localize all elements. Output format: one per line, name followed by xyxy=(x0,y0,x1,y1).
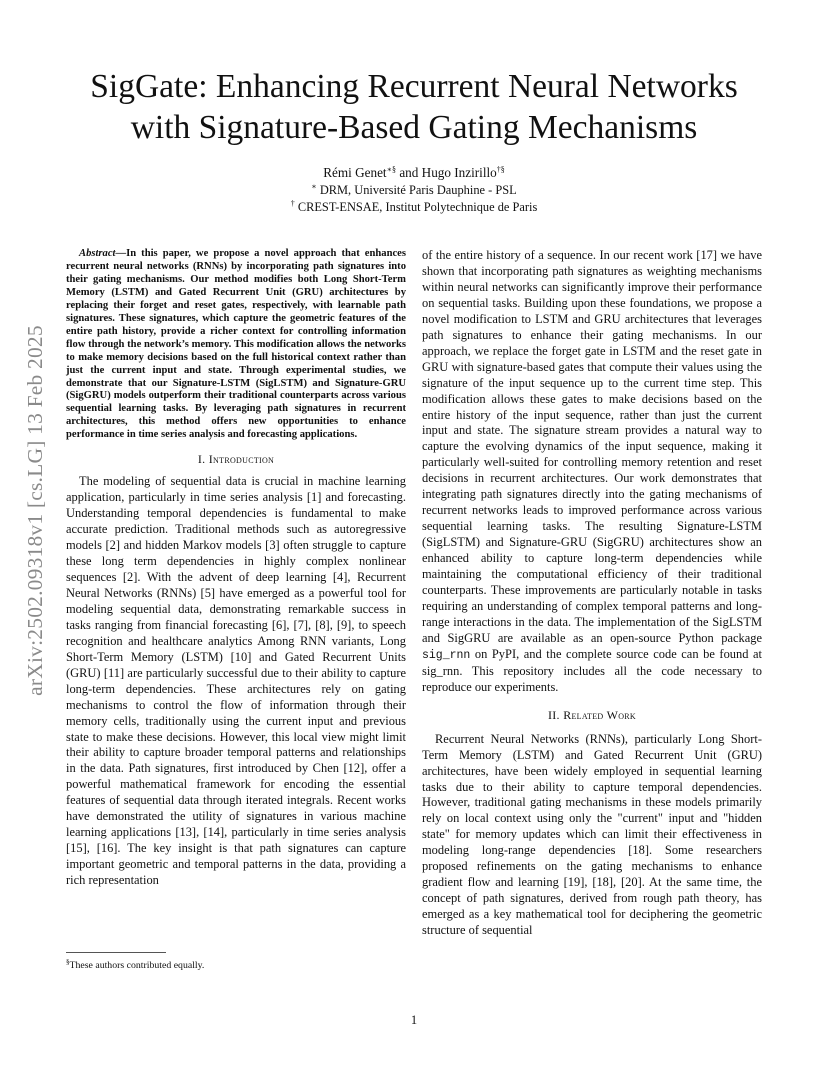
section-heading-related-work xyxy=(422,708,762,724)
arxiv-identifier-text: arXiv:2502.09318v1 [cs.LG] 13 Feb 2025 xyxy=(22,324,47,696)
abstract-label: Abstract xyxy=(79,248,116,259)
section-number: I. xyxy=(197,452,206,467)
affiliation-2-mark: † xyxy=(290,199,295,208)
affiliation-2-text: CREST-ENSAE, Institut Polytechnique de Paris xyxy=(294,200,538,214)
author-conjunction: and xyxy=(396,165,422,180)
abstract-text: —In this paper, we propose a novel approach that enhances recurrent neural networks (RNNs) by incorporating path signatures into their gating mechanisms. Our method modifies both Long Short-Term Memory (LSTM) and Gated Recurrent Unit (GRU) architectures by replacing their forget and reset gates, respectively, with learnable path signatures. These signatures, which capture the geometric features of the entire path history, provide a richer context for controlling information flow through the network’s memory. This modification allows the networks to make memory decisions based on the full historical context rather than just the current input and state. Through experimental studies, we demonstrate that our Signature-LSTM (SigLSTM) and Signature-GRU (SigGRU) models outperform their traditional counterparts across various sequential learning tasks. By leveraging path signatures in recurrent architectures, this method offers new opportunities to enhance performance in time series analysis and forecasting applications. xyxy=(66,248,406,441)
right-column xyxy=(422,248,762,939)
affiliation-1-text: DRM, Université Paris Dauphine - PSL xyxy=(316,183,517,197)
author-1-marks: ∗§ xyxy=(386,165,397,174)
related-work-paragraph: Recurrent Neural Networks (RNNs), particularly Long Short-Term Memory (LSTM) and Gated Recurrent Unit (GRU) architectures, have been widely employed in sequential learning tasks due to their ability to capture temporal dependencies. However, traditional gating mechanisms in these models primarily rely on local context using only the "current" input and "hidden state" for memory updates which can limit their effectiveness in modeling long-range dependencies [18]. Some researchers proposed refinements on the gating mechanisms to enhance gradient flow and learning [19], [18], [20]. At the same time, the concept of path signatures, derived from rough path theory, has emerged as a key mathematical tool for deciphering the geometric structure of sequential xyxy=(422,731,762,938)
paper-title-line-2: with Signature-Based Gating Mechanisms xyxy=(130,109,698,146)
affiliation-1 xyxy=(114,182,714,199)
author-block xyxy=(114,164,714,216)
author-name-2: Hugo Inzirillo xyxy=(421,165,497,180)
author-list xyxy=(114,164,714,182)
paper-title-line-1: SigGate: Enhancing Recurrent Neural Networks xyxy=(90,68,738,105)
abstract xyxy=(66,248,406,442)
section-title: Introduction xyxy=(208,452,275,467)
introduction-paragraph-continued xyxy=(422,248,762,696)
footnote-divider xyxy=(66,952,166,953)
footnote xyxy=(66,960,204,972)
introduction-paragraph: The modeling of sequential data is crucial in machine learning application, particularly in time series analysis [1] and forecasting. Understanding temporal dependencies is fundamental to make accurate prediction. Traditional methods such as autoregressive models [2] and hidden Markov models [3] often struggle to capture these long term dependencies in highly complex nonlinear sequences [2]. With the advent of deep learning [4], Recurrent Neural Networks (RNNs) [5] have emerged as a powerful tool for modeling sequential data, demonstrating remarkable success in tasks ranging from financial forecasting [6], [7], [8], [9], to speech recognition and healthcare analytics Among RNN variants, Long Short-Term Memory (LSTM) [10] and Gated Recurrent Units (GRU) [11] are particularly successful due to their ability to capture long-term dependencies. These architectures rely on gating mechanisms to control the flow of information through their memory cells, traditionally using the current input and previous state to make these decisions. However, this local view might limit their ability to capture broader temporal patterns and relationships in the data. Path signatures, first introduced by Chen [12], offer a powerful mathematical framework for encoding the essential features of sequential data through iterated integrals. Recent works have demonstrated the utility of signatures in various machine learning applications [13], [14], particularly in time series analysis [15], [16]. The key insight is that path signatures can capture important geometric and temporal patterns in the data, providing a rich representation xyxy=(66,474,406,888)
introduction-continuation-end: on PyPI, and the complete source code can be found at sig_rnn. This repository includes all the code necessary to reproduce our experiments. xyxy=(422,646,762,694)
footnote-mark: § xyxy=(66,958,70,966)
affiliation-2 xyxy=(114,199,714,216)
author-name-1: Rémi Genet xyxy=(323,165,387,180)
package-name: sig_rnn xyxy=(422,648,471,662)
author-2-marks: †§ xyxy=(496,165,505,174)
section-number: II. xyxy=(547,707,560,722)
affiliation-1-mark: ∗ xyxy=(311,182,317,191)
section-heading-introduction xyxy=(66,452,406,468)
footnote-text: These authors contributed equally. xyxy=(69,960,205,971)
left-column xyxy=(66,248,406,889)
page-number: 1 xyxy=(410,1013,418,1027)
arxiv-identifier-stamp xyxy=(20,260,50,760)
section-title: Related Work xyxy=(563,707,637,722)
paper-title xyxy=(60,66,768,148)
introduction-continuation-text: of the entire history of a sequence. In our recent work [17] we have shown that incorporating path signatures as weighting mechanisms within neural networks can significantly improve their performance on sequential tasks. Building upon these foundations, we propose a novel modification to LSTM and GRU architectures that leverages path signatures to enhance their gating mechanisms. In our approach, we replace the forget gate in LSTM and the reset gate in GRU with signature-based gates that compute their values using the signature of the input sequence up to the current time step. This modification allows these gates to make decisions based on the entire history of the input sequence, rather than just the current input and state. The signature stream provides a natural way to capture the evolving dynamics of the input sequence, making it particularly well-suited for controlling memory retention and reset decisions in recurrent architectures. Our work demonstrates that integrating path signatures directly into the gating mechanisms of recurrent networks leads to improved performance across various sequential learning tasks. The resulting Signature-LSTM (SigLSTM) and Signature-GRU (SigGRU) architectures show an enhanced ability to capture long-term dependencies while maintaining the computational efficiency of their traditional counterparts. These improvements are particularly notable in tasks requiring an understanding of complex temporal patterns and long-range interactions in the data. The implementation of the SigLSTM and SigGRU are available as an open-source Python package xyxy=(422,248,762,645)
